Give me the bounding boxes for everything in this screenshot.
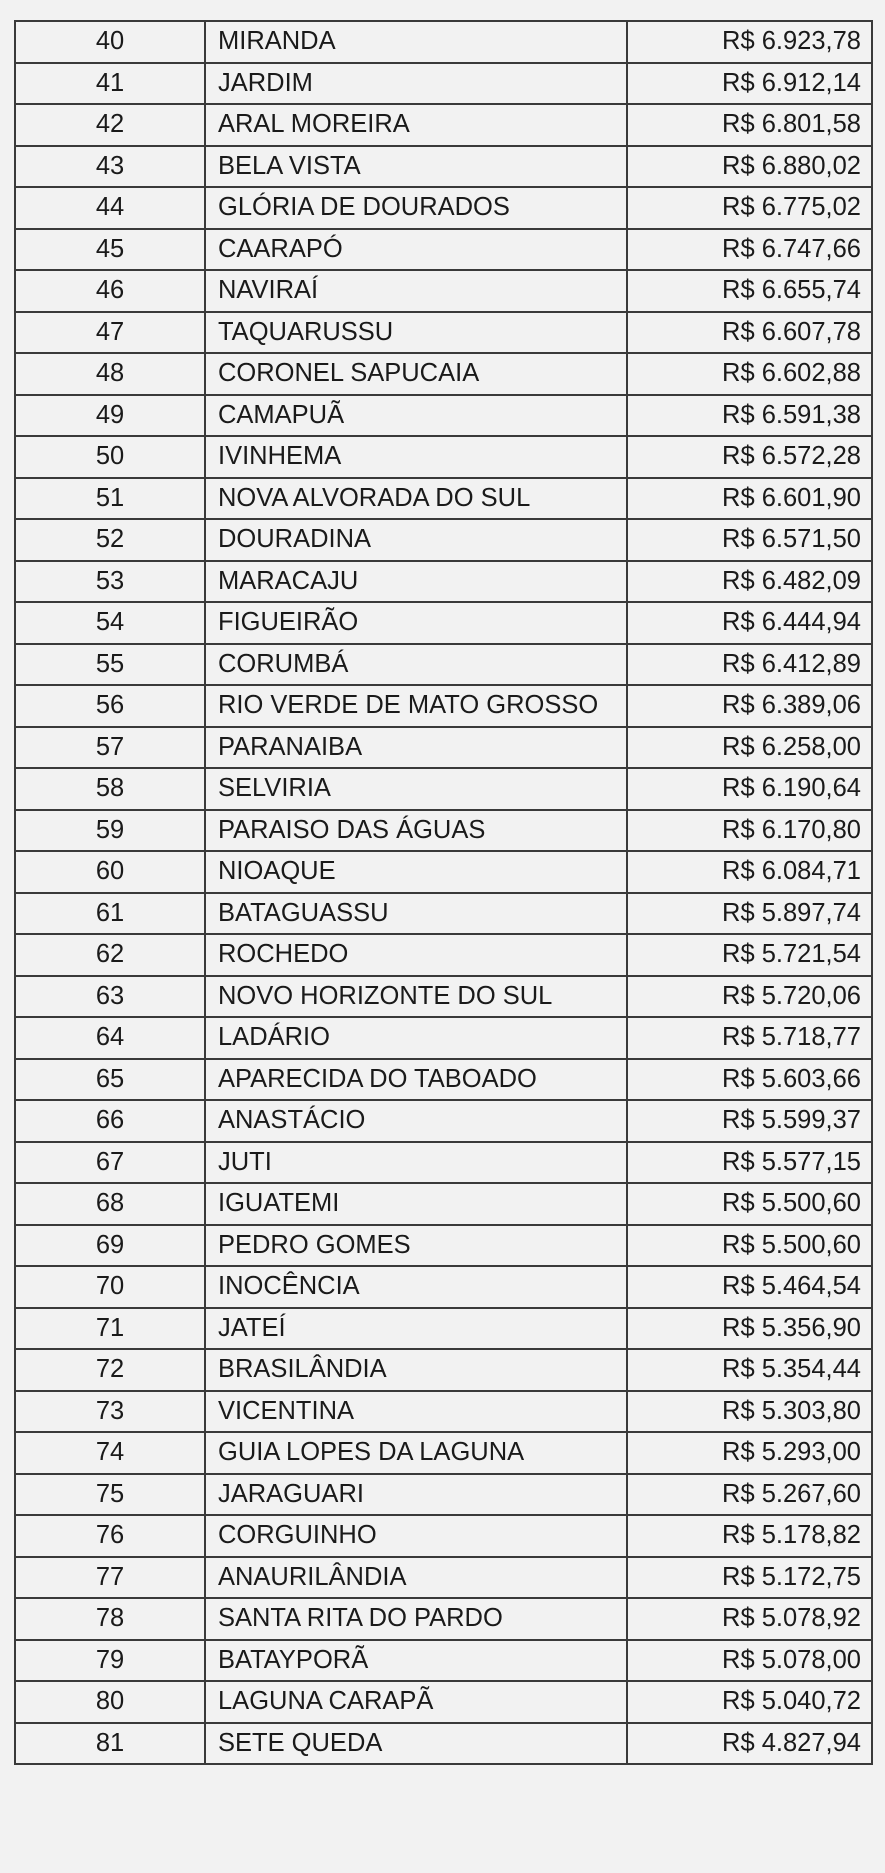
city-name-cell: BELA VISTA	[205, 146, 627, 188]
rank-cell: 62	[15, 934, 205, 976]
table-row	[15, 478, 872, 520]
city-name-cell: CAARAPÓ	[205, 229, 627, 271]
rank-cell: 72	[15, 1349, 205, 1391]
amount-cell: R$ 5.720,06	[627, 976, 872, 1018]
table-row	[15, 685, 872, 727]
table-row	[15, 1142, 872, 1184]
amount-cell: R$ 5.721,54	[627, 934, 872, 976]
city-name-cell: ANASTÁCIO	[205, 1100, 627, 1142]
rank-cell: 66	[15, 1100, 205, 1142]
table-row	[15, 1266, 872, 1308]
table-row	[15, 1059, 872, 1101]
rank-cell: 49	[15, 395, 205, 437]
amount-cell: R$ 5.078,00	[627, 1640, 872, 1682]
rank-cell: 68	[15, 1183, 205, 1225]
city-name-cell: CORONEL SAPUCAIA	[205, 353, 627, 395]
city-name-cell: GLÓRIA DE DOURADOS	[205, 187, 627, 229]
table-row	[15, 1723, 872, 1765]
rank-cell: 78	[15, 1598, 205, 1640]
table-row	[15, 1432, 872, 1474]
city-name-cell: IGUATEMI	[205, 1183, 627, 1225]
city-name-cell: RIO VERDE DE MATO GROSSO	[205, 685, 627, 727]
table-row	[15, 436, 872, 478]
city-name-cell: ANAURILÂNDIA	[205, 1557, 627, 1599]
table-row	[15, 146, 872, 188]
table-row	[15, 768, 872, 810]
table-row	[15, 1640, 872, 1682]
table-row	[15, 1017, 872, 1059]
city-name-cell: BATAYPORÃ	[205, 1640, 627, 1682]
amount-cell: R$ 5.356,90	[627, 1308, 872, 1350]
rank-cell: 52	[15, 519, 205, 561]
amount-cell: R$ 5.464,54	[627, 1266, 872, 1308]
table-row	[15, 1225, 872, 1267]
city-name-cell: SETE QUEDA	[205, 1723, 627, 1765]
table-row	[15, 270, 872, 312]
city-name-cell: PEDRO GOMES	[205, 1225, 627, 1267]
amount-cell: R$ 6.655,74	[627, 270, 872, 312]
rank-cell: 57	[15, 727, 205, 769]
rank-cell: 79	[15, 1640, 205, 1682]
amount-cell: R$ 5.172,75	[627, 1557, 872, 1599]
city-name-cell: JATEÍ	[205, 1308, 627, 1350]
city-name-cell: LAGUNA CARAPÃ	[205, 1681, 627, 1723]
amount-cell: R$ 6.591,38	[627, 395, 872, 437]
city-name-cell: VICENTINA	[205, 1391, 627, 1433]
rank-cell: 55	[15, 644, 205, 686]
city-name-cell: CORUMBÁ	[205, 644, 627, 686]
rank-cell: 71	[15, 1308, 205, 1350]
amount-cell: R$ 6.747,66	[627, 229, 872, 271]
table-row	[15, 893, 872, 935]
table-row	[15, 934, 872, 976]
city-name-cell: LADÁRIO	[205, 1017, 627, 1059]
table-row	[15, 851, 872, 893]
table-row	[15, 1308, 872, 1350]
amount-cell: R$ 6.912,14	[627, 63, 872, 105]
table-row	[15, 1474, 872, 1516]
rank-cell: 64	[15, 1017, 205, 1059]
table-row	[15, 312, 872, 354]
rank-cell: 81	[15, 1723, 205, 1765]
table-row	[15, 1391, 872, 1433]
city-name-cell: ARAL MOREIRA	[205, 104, 627, 146]
city-name-cell: MIRANDA	[205, 21, 627, 63]
city-name-cell: NOVO HORIZONTE DO SUL	[205, 976, 627, 1018]
rank-cell: 75	[15, 1474, 205, 1516]
amount-cell: R$ 6.258,00	[627, 727, 872, 769]
amount-cell: R$ 5.500,60	[627, 1225, 872, 1267]
table-row	[15, 1557, 872, 1599]
rank-cell: 42	[15, 104, 205, 146]
table-row	[15, 395, 872, 437]
rank-cell: 67	[15, 1142, 205, 1184]
rank-cell: 61	[15, 893, 205, 935]
amount-cell: R$ 5.897,74	[627, 893, 872, 935]
amount-cell: R$ 5.303,80	[627, 1391, 872, 1433]
table-row	[15, 187, 872, 229]
amount-cell: R$ 6.801,58	[627, 104, 872, 146]
city-name-cell: DOURADINA	[205, 519, 627, 561]
city-name-cell: APARECIDA DO TABOADO	[205, 1059, 627, 1101]
table-row	[15, 1349, 872, 1391]
rank-cell: 73	[15, 1391, 205, 1433]
table-row	[15, 727, 872, 769]
table-row	[15, 229, 872, 271]
rank-cell: 40	[15, 21, 205, 63]
table-row	[15, 1100, 872, 1142]
amount-cell: R$ 6.775,02	[627, 187, 872, 229]
ranking-table	[14, 20, 873, 1765]
city-name-cell: NIOAQUE	[205, 851, 627, 893]
rank-cell: 63	[15, 976, 205, 1018]
amount-cell: R$ 4.827,94	[627, 1723, 872, 1765]
city-name-cell: BATAGUASSU	[205, 893, 627, 935]
amount-cell: R$ 6.602,88	[627, 353, 872, 395]
amount-cell: R$ 5.603,66	[627, 1059, 872, 1101]
amount-cell: R$ 6.170,80	[627, 810, 872, 852]
table-row	[15, 21, 872, 63]
amount-cell: R$ 5.040,72	[627, 1681, 872, 1723]
table-row	[15, 1681, 872, 1723]
table-row	[15, 104, 872, 146]
city-name-cell: NAVIRAÍ	[205, 270, 627, 312]
city-name-cell: CORGUINHO	[205, 1515, 627, 1557]
rank-cell: 50	[15, 436, 205, 478]
city-name-cell: TAQUARUSSU	[205, 312, 627, 354]
amount-cell: R$ 5.718,77	[627, 1017, 872, 1059]
rank-cell: 53	[15, 561, 205, 603]
city-name-cell: CAMAPUÃ	[205, 395, 627, 437]
city-name-cell: BRASILÂNDIA	[205, 1349, 627, 1391]
rank-cell: 41	[15, 63, 205, 105]
amount-cell: R$ 6.571,50	[627, 519, 872, 561]
city-name-cell: IVINHEMA	[205, 436, 627, 478]
table-row	[15, 1183, 872, 1225]
amount-cell: R$ 5.293,00	[627, 1432, 872, 1474]
city-name-cell: PARANAIBA	[205, 727, 627, 769]
rank-cell: 74	[15, 1432, 205, 1474]
city-name-cell: ROCHEDO	[205, 934, 627, 976]
rank-cell: 48	[15, 353, 205, 395]
table-row	[15, 353, 872, 395]
amount-cell: R$ 6.482,09	[627, 561, 872, 603]
table-row	[15, 976, 872, 1018]
rank-cell: 47	[15, 312, 205, 354]
amount-cell: R$ 5.500,60	[627, 1183, 872, 1225]
rank-cell: 80	[15, 1681, 205, 1723]
rank-cell: 54	[15, 602, 205, 644]
amount-cell: R$ 5.267,60	[627, 1474, 872, 1516]
amount-cell: R$ 6.572,28	[627, 436, 872, 478]
amount-cell: R$ 5.078,92	[627, 1598, 872, 1640]
rank-cell: 76	[15, 1515, 205, 1557]
amount-cell: R$ 5.577,15	[627, 1142, 872, 1184]
city-name-cell: PARAISO DAS ÁGUAS	[205, 810, 627, 852]
rank-cell: 70	[15, 1266, 205, 1308]
table-row	[15, 561, 872, 603]
rank-cell: 58	[15, 768, 205, 810]
table-row	[15, 1515, 872, 1557]
table-row	[15, 1598, 872, 1640]
amount-cell: R$ 6.601,90	[627, 478, 872, 520]
amount-cell: R$ 6.190,64	[627, 768, 872, 810]
city-name-cell: NOVA ALVORADA DO SUL	[205, 478, 627, 520]
table-row	[15, 810, 872, 852]
rank-cell: 46	[15, 270, 205, 312]
rank-cell: 59	[15, 810, 205, 852]
rank-cell: 77	[15, 1557, 205, 1599]
city-name-cell: MARACAJU	[205, 561, 627, 603]
city-name-cell: JUTI	[205, 1142, 627, 1184]
rank-cell: 65	[15, 1059, 205, 1101]
city-name-cell: JARDIM	[205, 63, 627, 105]
city-name-cell: GUIA LOPES DA LAGUNA	[205, 1432, 627, 1474]
amount-cell: R$ 6.923,78	[627, 21, 872, 63]
city-name-cell: SELVIRIA	[205, 768, 627, 810]
amount-cell: R$ 5.599,37	[627, 1100, 872, 1142]
ranking-table-body	[15, 21, 872, 1764]
rank-cell: 44	[15, 187, 205, 229]
city-name-cell: FIGUEIRÃO	[205, 602, 627, 644]
amount-cell: R$ 6.412,89	[627, 644, 872, 686]
city-name-cell: JARAGUARI	[205, 1474, 627, 1516]
rank-cell: 43	[15, 146, 205, 188]
amount-cell: R$ 6.880,02	[627, 146, 872, 188]
rank-cell: 69	[15, 1225, 205, 1267]
amount-cell: R$ 6.389,06	[627, 685, 872, 727]
amount-cell: R$ 6.444,94	[627, 602, 872, 644]
amount-cell: R$ 5.354,44	[627, 1349, 872, 1391]
rank-cell: 56	[15, 685, 205, 727]
city-name-cell: SANTA RITA DO PARDO	[205, 1598, 627, 1640]
table-row	[15, 63, 872, 105]
table-row	[15, 519, 872, 561]
amount-cell: R$ 6.607,78	[627, 312, 872, 354]
rank-cell: 45	[15, 229, 205, 271]
city-name-cell: INOCÊNCIA	[205, 1266, 627, 1308]
rank-cell: 51	[15, 478, 205, 520]
amount-cell: R$ 5.178,82	[627, 1515, 872, 1557]
table-row	[15, 644, 872, 686]
rank-cell: 60	[15, 851, 205, 893]
amount-cell: R$ 6.084,71	[627, 851, 872, 893]
table-row	[15, 602, 872, 644]
